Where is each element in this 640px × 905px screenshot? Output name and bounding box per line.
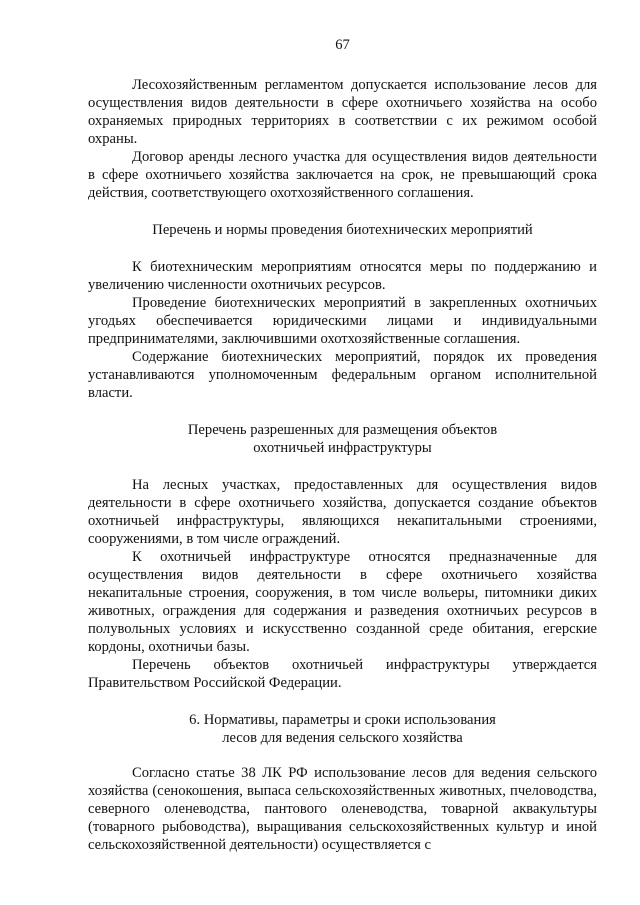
- paragraph: Проведение биотехнических мероприятий в закрепленных охотничьих угодьях обеспечивается юридическими лицами и индивидуальными предпринимателями, заключившими охотхозяйственные соглашения.: [88, 295, 597, 347]
- chapter-heading-line: лесов для ведения сельского хозяйства: [222, 730, 463, 746]
- section-heading-line: охотничьей инфраструктуры: [253, 440, 432, 456]
- paragraph: Лесохозяйственным регламентом допускается использование лесов для осуществления видов деятельности в сфере охотничьего хозяйства на особо охраняемых природных территориях в соответствии с их режимом особой охраны.: [88, 77, 597, 147]
- paragraph: Перечень объектов охотничьей инфраструктуры утверждается Правительством Российской Федерации.: [88, 657, 597, 691]
- section-heading-line: Перечень разрешенных для размещения объектов: [187, 422, 498, 438]
- paragraph: Содержание биотехнических мероприятий, порядок их проведения устанавливаются уполномоченным федеральным органом исполнительной власти.: [88, 349, 597, 401]
- page-number: 67: [335, 37, 350, 53]
- paragraph: Договор аренды лесного участка для осуществления видов деятельности в сфере охотничьего хозяйства заключается на срок, не превышающий срока действия, соответствующего охотхозяйственного соглашения.: [88, 149, 597, 201]
- section-heading: [88, 421, 597, 457]
- chapter-heading-line: 6. Нормативы, параметры и сроки использования: [189, 712, 496, 728]
- paragraph: К биотехническим мероприятиям относятся меры по поддержанию и увеличению численности охотничьих ресурсов.: [88, 259, 597, 293]
- paragraph: Согласно статье 38 ЛК РФ использование лесов для ведения сельского хозяйства (сенокошения, выпаса сельскохозяйственных животных, пчеловодства, северного оленеводства, пантового оленеводства, товарной аквакультуры (товарного рыбоводства), выращивания сельскохозяйственных культур и иной сельскохозяйственной деятельности) осуществляется с: [88, 765, 597, 853]
- paragraph: К охотничьей инфраструктуре относятся предназначенные для осуществления видов деятельности в сфере охотничьего хозяйства некапитальные строения, сооружения, в том числе вольеры, питомники диких животных, ограждения для содержания и разведения охотничьих ресурсов в полувольных условиях и искусственно созданной среде обитания, егерские кордоны, охотничьи базы.: [88, 549, 597, 655]
- section-heading: Перечень и нормы проведения биотехнических мероприятий: [152, 222, 533, 238]
- paragraph: На лесных участках, предоставленных для осуществления видов деятельности в сфере охотничьего хозяйства, допускается создание объектов охотничьей инфраструктуры, являющихся некапитальными строениями, сооружениями, в том числе ограждений.: [88, 477, 597, 547]
- chapter-heading: [88, 711, 597, 747]
